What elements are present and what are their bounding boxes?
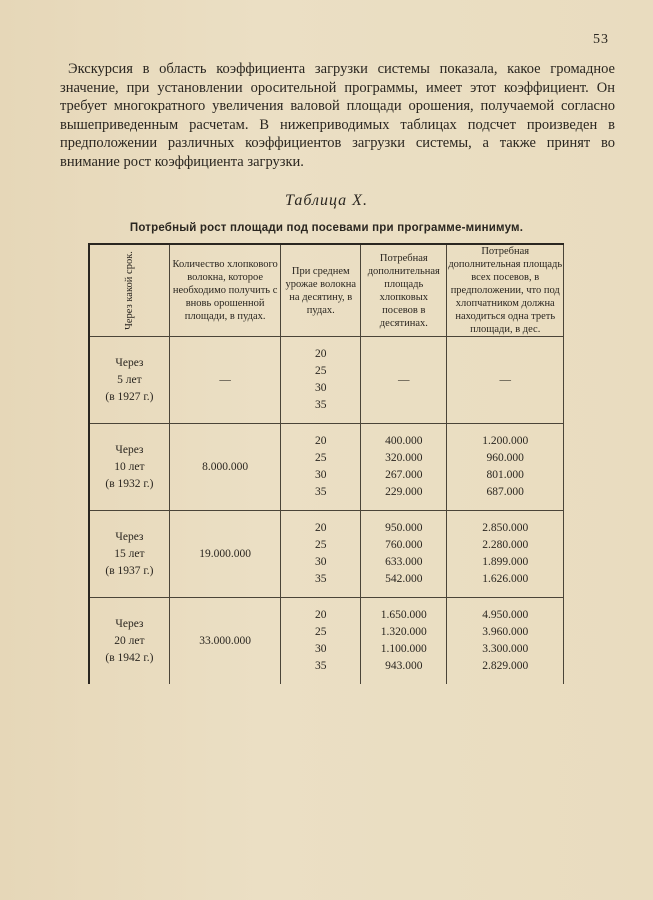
yield-value: 30 <box>315 556 327 568</box>
cotton-area-value: 633.000 <box>385 556 423 568</box>
period-cell <box>89 424 169 511</box>
total-area-value: 3.960.000 <box>482 626 529 638</box>
page-number: 53 <box>593 32 609 47</box>
yield-value: 20 <box>315 609 327 621</box>
fiber-cell <box>169 598 281 685</box>
total-area-cell <box>447 424 564 511</box>
cotton-area-value: 320.000 <box>385 452 423 464</box>
data-table <box>88 243 564 684</box>
total-area-cell <box>447 598 564 685</box>
fiber-value: 33.000.000 <box>199 635 251 647</box>
yield-value: 35 <box>315 399 327 411</box>
total-area-value: 4.950.000 <box>482 609 529 621</box>
body-paragraph <box>60 60 615 171</box>
fiber-cell <box>169 337 281 424</box>
table-title: Потребный рост площади под посевами при программе-минимум. <box>129 222 524 234</box>
total-area-value: 1.626.000 <box>482 573 529 585</box>
total-area-value: 801.000 <box>486 469 524 481</box>
yield-value: 35 <box>315 660 327 672</box>
total-area-value: — <box>499 373 511 386</box>
total-area-cell <box>447 511 564 598</box>
period-line: (в 1927 г.) <box>105 390 154 403</box>
yield-value: 30 <box>315 643 327 655</box>
cotton-area-value: 1.100.000 <box>380 643 427 655</box>
yield-value: 35 <box>315 486 327 498</box>
yield-cell <box>281 337 361 424</box>
period-line: Через <box>115 530 144 543</box>
cotton-area-value: 400.000 <box>385 435 423 447</box>
header-fiber-amount: Количество хлопкового волокна, которое необходимо получить с вновь орошенной площади, в пудах. <box>169 244 281 337</box>
fiber-value: — <box>219 374 231 386</box>
header-avg-yield: При среднем урожае волокна на десятину, в пудах. <box>281 244 361 337</box>
table-row <box>89 424 564 511</box>
period-line: (в 1932 г.) <box>105 477 154 490</box>
cotton-area-value: 267.000 <box>385 469 423 481</box>
cotton-area-value: 1.320.000 <box>380 626 427 638</box>
fiber-cell <box>169 424 281 511</box>
period-line: (в 1942 г.) <box>105 651 154 664</box>
total-area-cell <box>447 337 564 424</box>
body-paragraph-text: Экскурсия в область коэффициента загрузки системы показала, какое громадное значение, при установлении оросительной программы, имеет этот коэффициент. Он требует многократного увеличения валовой площади орошения, получаемой согласно вышеприведенным расчетам. В нижеприводимых таблицах подсчет произведен в предположении различных коэффициентов загрузки системы, а также принят во внимание рост коэффициента загрузки. <box>60 61 615 170</box>
period-cell <box>89 511 169 598</box>
total-area-value: 3.300.000 <box>482 643 529 655</box>
data-table-wrapper <box>88 243 564 684</box>
period-cell <box>89 598 169 685</box>
cotton-area-cell <box>361 598 447 685</box>
period-cell <box>89 337 169 424</box>
cotton-area-value: 542.000 <box>385 573 423 585</box>
table-row <box>89 511 564 598</box>
total-area-value: 960.000 <box>486 452 524 464</box>
table-header-row <box>89 244 564 337</box>
yield-value: 25 <box>315 452 327 464</box>
fiber-cell <box>169 511 281 598</box>
total-area-value: 687.000 <box>486 486 524 498</box>
yield-value: 30 <box>315 469 327 481</box>
period-line: (в 1937 г.) <box>105 564 154 577</box>
cotton-area-value: 229.000 <box>385 486 423 498</box>
cotton-area-cell <box>361 337 447 424</box>
yield-cell <box>281 424 361 511</box>
period-line: 10 лет <box>114 460 145 473</box>
period-line: Через <box>115 356 144 369</box>
yield-value: 20 <box>315 522 327 534</box>
yield-value: 20 <box>315 435 327 447</box>
cotton-area-value: — <box>398 373 410 386</box>
yield-value: 25 <box>315 539 327 551</box>
period-line: 20 лет <box>114 634 145 647</box>
total-area-value: 2.829.000 <box>482 660 529 672</box>
period-line: 15 лет <box>114 547 145 560</box>
cotton-area-value: 1.650.000 <box>380 609 427 621</box>
table-caption: Таблица X. <box>285 192 368 209</box>
fiber-value: 8.000.000 <box>202 461 249 473</box>
yield-value: 35 <box>315 573 327 585</box>
total-area-value: 1.899.000 <box>482 556 529 568</box>
period-line: Через <box>115 617 144 630</box>
yield-value: 25 <box>315 626 327 638</box>
yield-value: 20 <box>315 348 327 360</box>
yield-cell <box>281 511 361 598</box>
yield-value: 25 <box>315 365 327 377</box>
period-line: 5 лет <box>117 373 142 386</box>
yield-cell <box>281 598 361 685</box>
total-area-value: 2.850.000 <box>482 522 529 534</box>
table-row <box>89 337 564 424</box>
table-row <box>89 598 564 685</box>
total-area-value: 1.200.000 <box>482 435 529 447</box>
yield-value: 30 <box>315 382 327 394</box>
cotton-area-cell <box>361 424 447 511</box>
total-area-value: 2.280.000 <box>482 539 529 551</box>
fiber-value: 19.000.000 <box>199 548 251 560</box>
header-cotton-area: Потребная дополнительная площадь хлопковых посевов в десятинах. <box>361 244 447 337</box>
header-total-area: Потребная дополнительная площадь всех посевов, в предположении, что под хлопчатником должна находиться одна треть площади, в дес. <box>448 246 563 335</box>
period-line: Через <box>115 443 144 456</box>
cotton-area-value: 760.000 <box>385 539 423 551</box>
cotton-area-value: 943.000 <box>385 660 423 672</box>
cotton-area-value: 950.000 <box>385 522 423 534</box>
cotton-area-cell <box>361 511 447 598</box>
header-period: Через какой срок. <box>89 244 169 337</box>
